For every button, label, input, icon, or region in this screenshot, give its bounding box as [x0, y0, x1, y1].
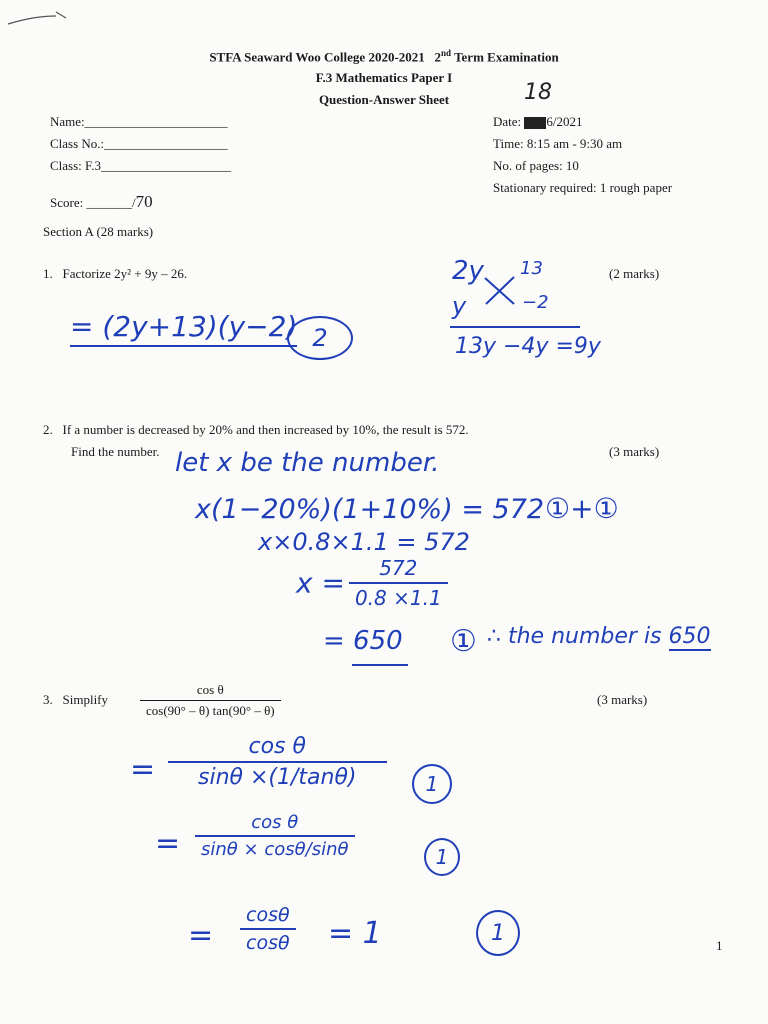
q3-step2-num: cos θ [251, 812, 299, 833]
date-handwritten: 18 [524, 80, 552, 105]
page-number: 1 [716, 938, 723, 953]
q2-number: 2. [43, 422, 53, 437]
q3-result: = 1 [328, 916, 382, 951]
q2-conclusion-prefix: ∴ the number is [487, 624, 662, 649]
q2-text: If a number is decreased by 20% and then increased by 10%, the result is 572. [62, 422, 469, 437]
q1-number: 1. [43, 266, 53, 281]
q2-conclusion [487, 624, 711, 649]
class-field: Class: F.3____________________ [50, 158, 231, 173]
q1-text: Factorize 2y² + 9y – 26. [62, 266, 188, 281]
q1-answer: = (2y+13)(y−2) [70, 310, 297, 347]
sheet-title: Question-Answer Sheet [318, 92, 450, 107]
q2-conclusion-value: 650 [668, 624, 711, 649]
q2-fraction [349, 556, 448, 610]
q2-mark1: ①+① [545, 492, 619, 525]
q3-mark1: 1 [412, 764, 452, 804]
q3-step3 [240, 904, 296, 954]
q3-fraction [140, 682, 281, 719]
score-field [50, 192, 153, 212]
q3-step1 [168, 734, 387, 790]
question-2 [43, 422, 469, 438]
q3-label: Simplify [62, 692, 109, 707]
q3-fraction-den: cos(90° – θ) tan(90° – θ) [140, 700, 281, 719]
q3-step1-eq: = [130, 752, 156, 787]
time-field: Time: 8:15 am - 9:30 am [493, 136, 623, 151]
q2-fraction-den: 0.8 ×1.1 [349, 582, 448, 610]
paper-title: F.3 Mathematics Paper I [315, 70, 453, 85]
q3-expression [140, 682, 281, 719]
cross-top-right: 13 [520, 258, 543, 279]
question-3 [43, 692, 108, 708]
q3-step2 [195, 812, 355, 860]
q2-line3: x×0.8×1.1 = 572 [258, 528, 470, 556]
corner-scribble [4, 4, 74, 34]
q3-step2-fraction [195, 812, 355, 860]
date-field [493, 114, 583, 130]
cross-lines [482, 274, 518, 308]
exam-header-line1 [0, 48, 768, 65]
q3-number: 3. [43, 692, 53, 707]
q3-step1-den: sinθ ×(1/tanθ) [168, 761, 387, 790]
school-name: STFA Seaward Woo College 2020-2021 [209, 49, 425, 65]
q3-step3-eq: = [188, 918, 214, 953]
q3-fraction-num: cos θ [196, 682, 224, 697]
q2-marks: (3 marks) [609, 444, 660, 459]
q2-fraction-num: 572 [379, 556, 418, 580]
q2-line1: let x be the number. [175, 448, 440, 478]
q3-step3-num: cosθ [246, 904, 290, 926]
q1-score-circle: 2 [287, 316, 353, 360]
date-scribble [524, 117, 546, 129]
score-total: 70 [135, 192, 153, 211]
q1-marks: (2 marks) [609, 266, 660, 281]
q2-line4 [296, 556, 448, 610]
q3-marks: (3 marks) [597, 692, 648, 707]
q2-mark2: ① [450, 624, 477, 659]
cross-bottom-right: −2 [522, 292, 549, 313]
question-1 [43, 266, 187, 282]
term-suffix: nd [441, 48, 452, 58]
term-title: Term Examination [454, 49, 559, 65]
pages-field: No. of pages: 10 [493, 158, 579, 173]
q3-step1-num: cos θ [248, 734, 306, 759]
name-field: Name:______________________ [50, 114, 228, 129]
section-title: Section A (28 marks) [43, 224, 154, 239]
cross-sum: 13y −4y =9y [455, 334, 601, 359]
cross-divider [450, 326, 580, 328]
date-value: 6/2021 [546, 114, 583, 129]
q3-step3-fraction [240, 904, 296, 954]
date-label: Date: [493, 114, 522, 129]
q2-line5: = 650 [323, 626, 403, 656]
q3-step2-eq: = [155, 826, 181, 861]
class-no-field: Class No.:___________________ [50, 136, 228, 151]
q3-step1-fraction [168, 734, 387, 790]
cross-top-left: 2y [452, 256, 484, 286]
q3-mark3: 1 [476, 910, 520, 956]
q2-line2: x(1−20%)(1+10%) = 572 [195, 494, 545, 525]
q3-step3-den: cosθ [240, 928, 296, 954]
q2-underline [352, 664, 408, 666]
q3-step2-den: sinθ × cosθ/sinθ [195, 835, 355, 860]
q3-mark2: 1 [424, 838, 460, 876]
stationery-field: Stationary required: 1 rough paper [493, 180, 673, 195]
cross-bottom-left: y [452, 292, 467, 320]
term-ordinal: 2 [434, 49, 442, 65]
score-label: Score: _______/ [50, 195, 136, 210]
q2-line4-lhs: x = [296, 566, 345, 600]
q2-text-2: Find the number. [71, 444, 160, 459]
